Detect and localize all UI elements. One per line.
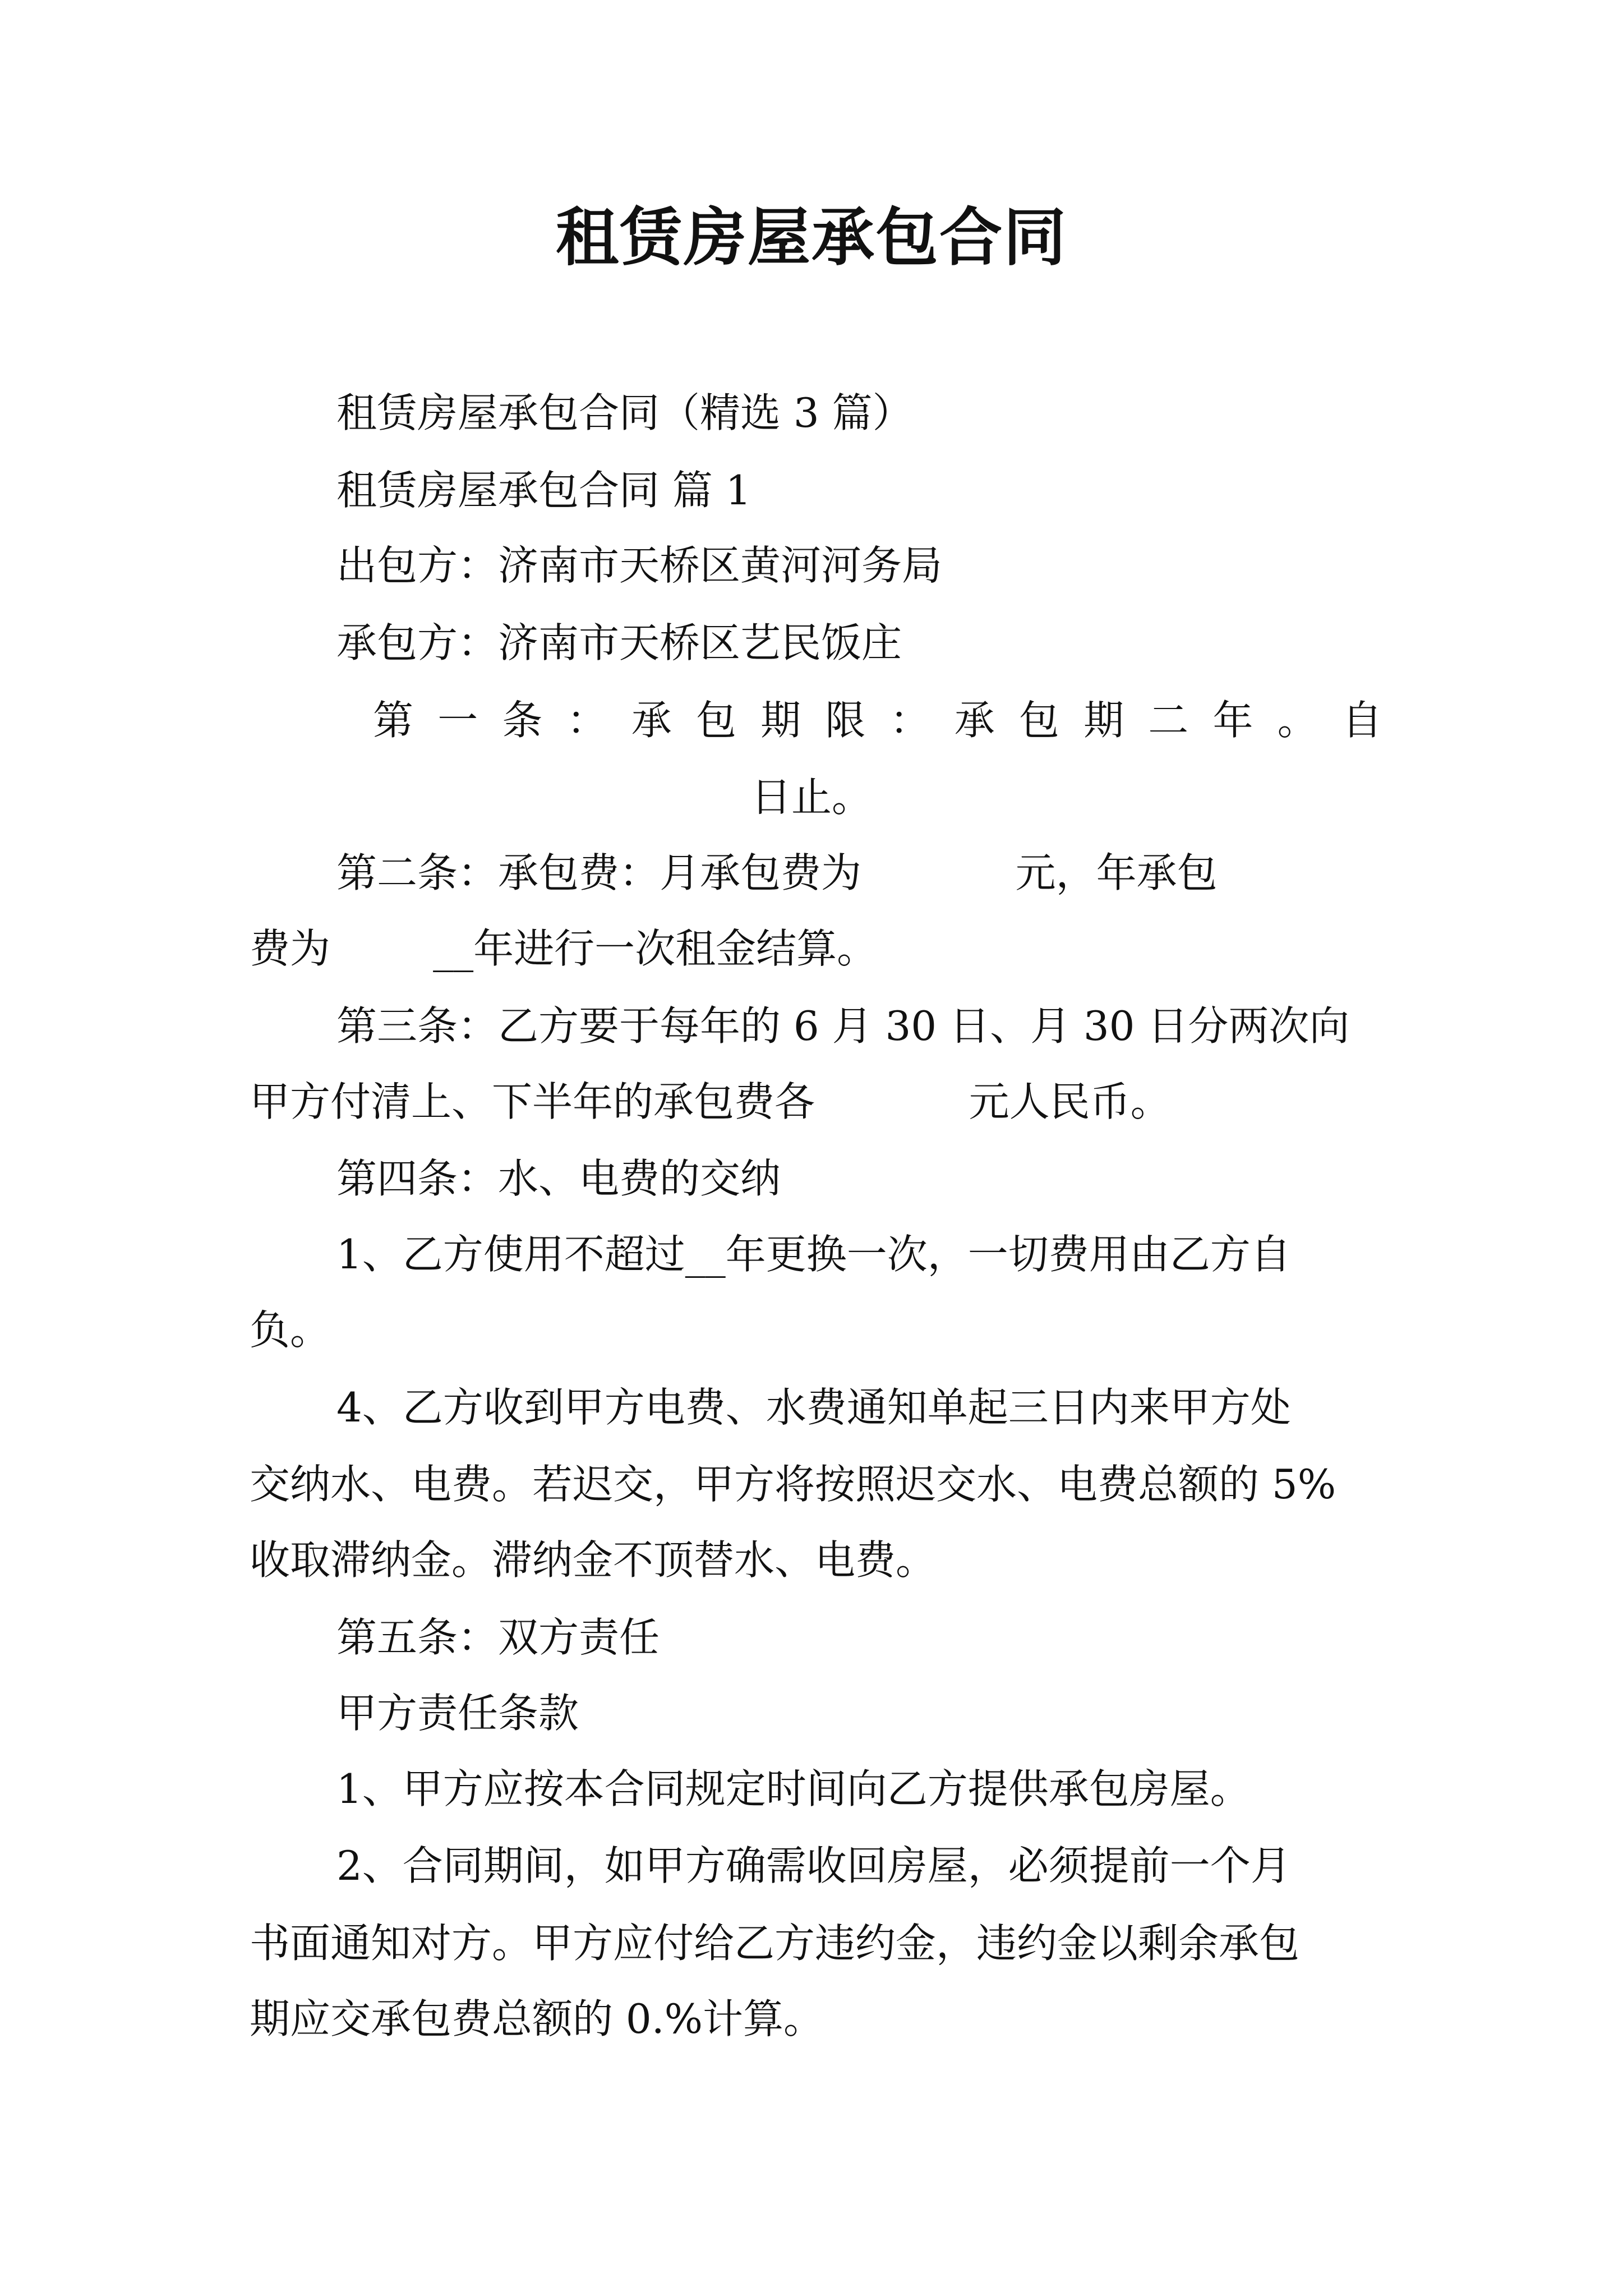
article-1-char: 条 [502, 697, 543, 744]
article-4-item-4-continuation-2: 收取滞纳金。滞纳金不顶替水、电费。 [250, 1536, 937, 1584]
article-4-item-4-continuation-1: 交纳水、电费。若迟交，甲方将按照迟交水、电费总额的 5% [250, 1461, 1336, 1508]
party-a-duty-1: 1、甲方应按本合同规定时间向乙方提供承包房屋。 [336, 1765, 1251, 1812]
document-title: 租赁房屋承包合同 [556, 201, 1067, 274]
article-2-continuation: 费为 __年进行一次租金结算。 [250, 925, 878, 972]
article-1-char: 包 [695, 697, 736, 744]
party-b-line: 承包方：济南市天桥区艺民饭庄 [336, 619, 902, 666]
article-5-heading: 第五条：双方责任 [336, 1614, 660, 1661]
article-1-char: 包 [1018, 697, 1059, 744]
article-4-item-4: 4、乙方收到甲方电费、水费通知单起三日内来甲方处 [336, 1384, 1291, 1431]
article-1-continuation: 日止。 [750, 774, 872, 821]
article-4-heading: 第四条：水、电费的交纳 [336, 1155, 781, 1202]
article-1-char: 期 [1083, 697, 1124, 744]
party-a-line: 出包方：济南市天桥区黄河河务局 [336, 542, 943, 589]
article-1-char: 自 [1341, 697, 1382, 744]
article-1-char: 承 [954, 697, 995, 744]
article-1-char: 限 [825, 697, 866, 744]
article-1-char: 第 [373, 697, 414, 744]
party-a-duty-2-continuation-1: 书面通知对方。甲方应付给乙方违约金，违约金以剩余承包 [250, 1920, 1300, 1967]
article-1-char: 。 [1277, 697, 1318, 744]
article-1-char: 二 [1148, 697, 1189, 744]
article-1-char: 一 [437, 697, 478, 744]
article-1-char: ： [889, 697, 930, 744]
article-4-item-1-continuation: 负。 [250, 1306, 331, 1354]
article-2-line: 第二条：承包费：月承包费为 元，年承包 [336, 849, 1218, 896]
article-1-line [373, 697, 1382, 744]
article-1-char: 年 [1212, 697, 1253, 744]
party-a-duty-2-continuation-2: 期应交承包费总额的 0.%计算。 [250, 1995, 824, 2042]
article-1-char: 期 [760, 697, 801, 744]
article-1-char: ： [566, 697, 607, 744]
section-heading: 租赁房屋承包合同 篇 1 [336, 467, 751, 514]
article-3-line: 第三条：乙方要于每年的 6 月 30 日、月 30 日分两次向 [336, 1002, 1350, 1050]
article-3-continuation: 甲方付清上、下半年的承包费各 元人民币。 [250, 1078, 1171, 1125]
subtitle-line: 租赁房屋承包合同（精选 3 篇） [336, 389, 913, 436]
article-4-item-1: 1、乙方使用不超过__年更换一次，一切费用由乙方自 [336, 1231, 1291, 1278]
party-a-duty-2: 2、合同期间，如甲方确需收回房屋，必须提前一个月 [336, 1842, 1291, 1889]
party-a-duties-heading: 甲方责任条款 [336, 1690, 579, 1737]
article-1-char: 承 [631, 697, 672, 744]
